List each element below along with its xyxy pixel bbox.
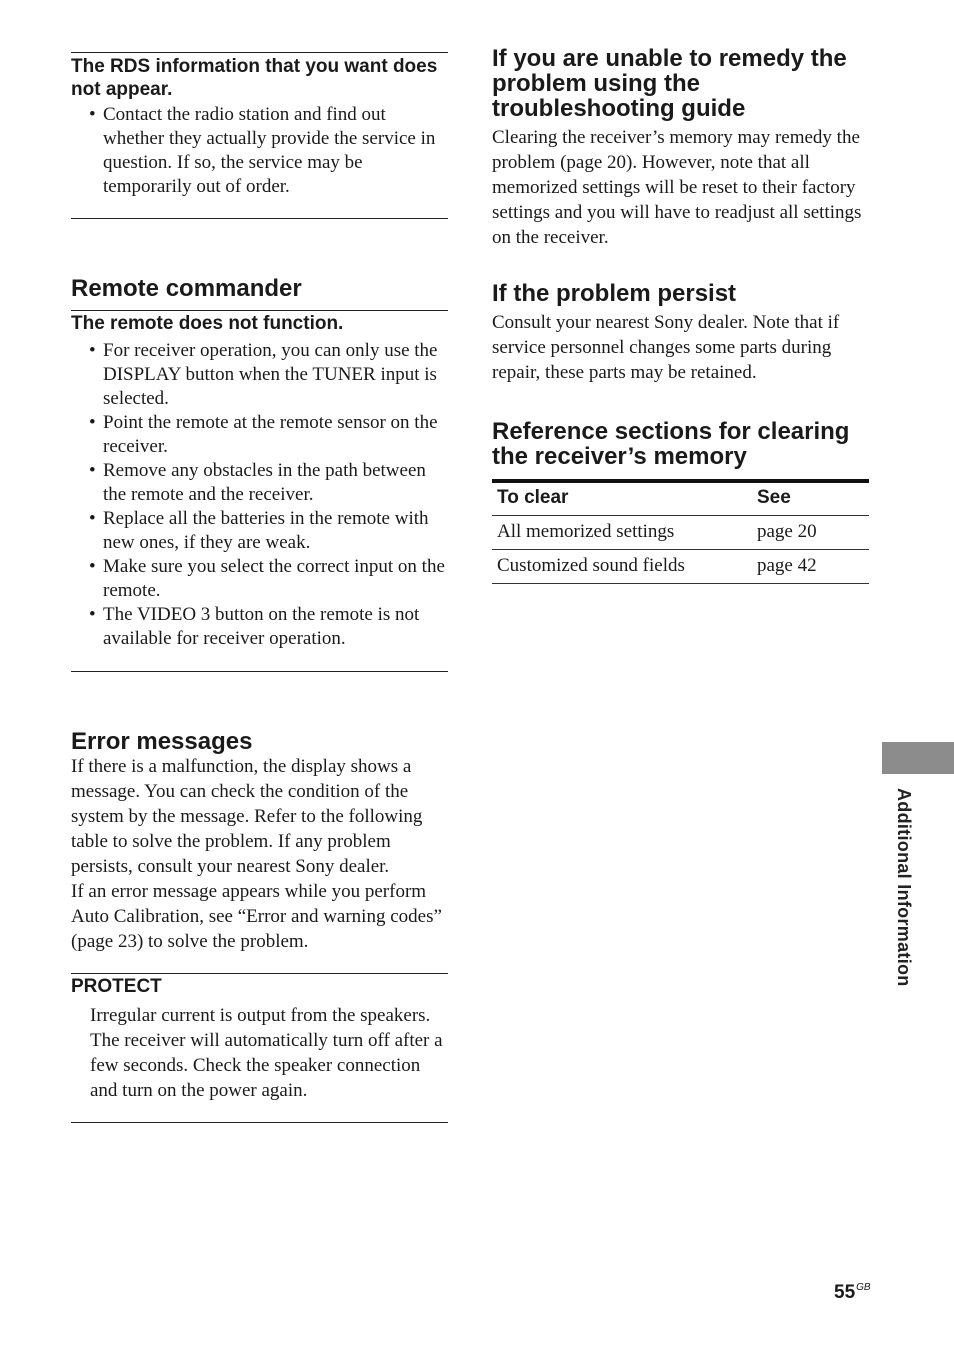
section-divider: [71, 973, 448, 974]
column-header-to-clear: To clear: [492, 481, 752, 516]
protect-description: Irregular current is output from the speakers. The receiver will automatically turn off after a few seconds. Check the speaker connection and turn on the power again.: [90, 1005, 443, 1101]
section-tab-marker: [882, 742, 954, 774]
column-header-see: See: [752, 481, 869, 516]
table-header-row: [492, 481, 869, 516]
right-column: [492, 46, 869, 584]
table-cell-item: Customized sound fields: [492, 550, 752, 584]
section-divider: [71, 310, 448, 311]
reference-table: [492, 479, 869, 584]
side-section-label: Additional Information: [894, 788, 914, 987]
remote-commander-title: Remote commander: [71, 275, 302, 302]
remote-bullet: • Make sure you select the correct input on the remote.: [103, 555, 448, 603]
rds-heading: The RDS information that you want does not appear.: [71, 56, 438, 100]
rds-bullet-list: [71, 103, 448, 199]
section-divider: [71, 218, 448, 219]
protect-heading: PROTECT: [71, 976, 162, 997]
section-divider: [71, 52, 448, 53]
page-number-value: 55: [834, 1282, 856, 1303]
left-column: [71, 52, 448, 1123]
remote-heading: The remote does not function.: [71, 313, 344, 334]
section-divider: [71, 671, 448, 672]
table-cell-item: All memorized settings: [492, 516, 752, 550]
problem-persist-text: Consult your nearest Sony dealer. Note that if service personnel changes some parts during repair, these parts may be retained.: [492, 312, 840, 383]
problem-persist-title: If the problem persist: [492, 280, 737, 307]
error-intro-paragraph: If there is a malfunction, the display shows a message. You can check the condition of the system by the message. Refer to the following table to solve the problem. If any problem persists, consult your nearest Sony dealer.: [71, 756, 423, 877]
section-divider: [71, 1122, 448, 1123]
remote-bullet: • Replace all the batteries in the remote with new ones, if they are weak.: [103, 507, 448, 555]
remote-bullet: • The VIDEO 3 button on the remote is not available for receiver operation.: [103, 603, 448, 651]
unable-to-remedy-text: Clearing the receiver’s memory may remedy the problem (page 20). However, note that all memorized settings will be reset to their factory settings and you will have to readjust all settings on the receiver.: [492, 127, 862, 248]
rds-bullet: • Contact the radio station and find out whether they actually provide the service in question. If so, the service may be temporarily out of order.: [103, 103, 448, 199]
unable-to-remedy-title: If you are unable to remedy the problem using the troubleshooting guide: [492, 45, 847, 122]
remote-bullet: • Remove any obstacles in the path between the remote and the receiver.: [103, 459, 448, 507]
table-row: [492, 550, 869, 584]
remote-bullet: • Point the remote at the remote sensor on the receiver.: [103, 411, 448, 459]
remote-bullet-list: [71, 339, 448, 651]
table-row: [492, 516, 869, 550]
error-calibration-paragraph: If an error message appears while you perform Auto Calibration, see “Error and warning codes” (page 23) to solve the problem.: [71, 881, 442, 952]
error-messages-title: Error messages: [71, 728, 253, 755]
page-number-suffix: GB: [856, 1282, 871, 1293]
remote-bullet: • For receiver operation, you can only use the DISPLAY button when the TUNER input is selected.: [103, 339, 448, 411]
table-cell-page: page 42: [752, 550, 869, 584]
page-number: [834, 1282, 871, 1304]
table-cell-page: page 20: [752, 516, 869, 550]
reference-sections-title: Reference sections for clearing the receiver’s memory: [492, 418, 850, 470]
